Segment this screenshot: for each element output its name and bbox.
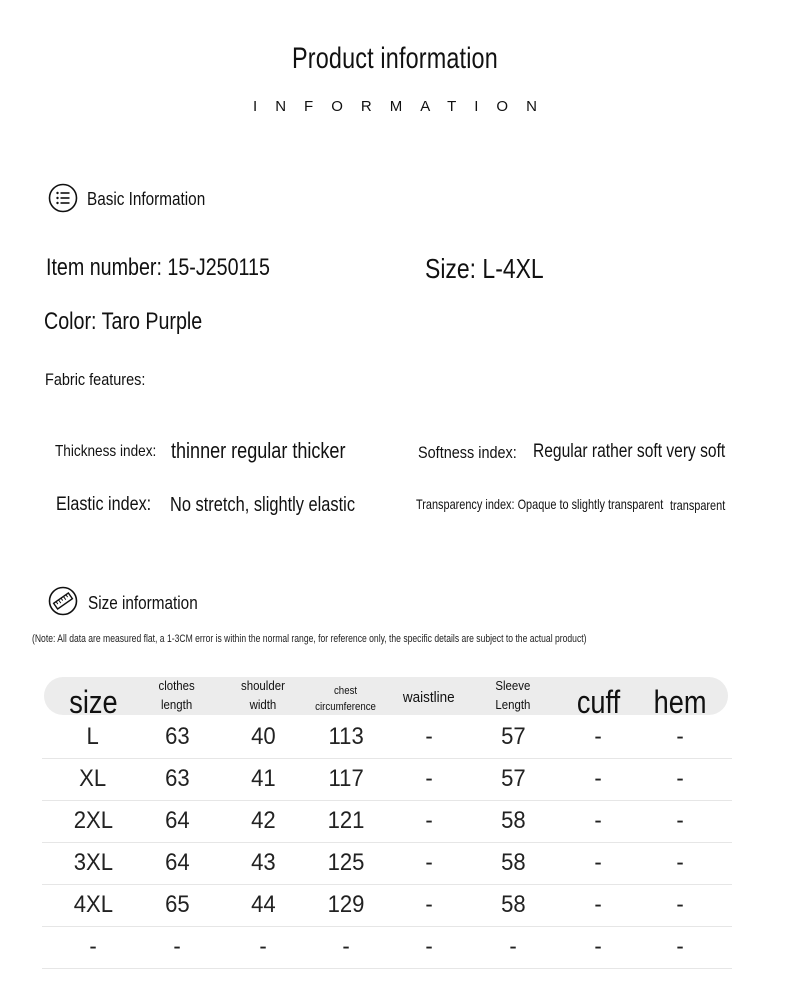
page-title: Product information (292, 42, 498, 75)
table-cell: - (594, 849, 602, 876)
table-cell: - (425, 723, 433, 750)
column-header-text: width (249, 697, 277, 712)
table-cell: 117 (328, 765, 364, 792)
section-title-basic: Basic Information (87, 189, 206, 209)
table-cell: - (594, 933, 602, 960)
table-cell: - (594, 723, 602, 750)
table-cell: 63 (164, 723, 190, 750)
softness-label: Softness index: (418, 443, 517, 462)
table-cell: - (425, 807, 433, 834)
item-number: Item number: 15-J250115 (46, 254, 270, 281)
table-cell: 65 (164, 891, 190, 918)
transparency-label: Transparency index: Opaque to slightly transparent (416, 496, 664, 512)
column-header-3 (306, 680, 386, 718)
thickness-label: Thickness index: (55, 443, 157, 460)
table-cell: 2XL (73, 807, 113, 834)
table-cell: 42 (250, 807, 276, 834)
table-cell: 121 (327, 807, 365, 834)
color: Color: Taro Purple (44, 308, 203, 335)
size-range: Size: L-4XL (425, 253, 544, 284)
table-cell: - (676, 807, 684, 834)
thickness-value: thinner regular thicker (171, 438, 346, 463)
list-icon (48, 183, 78, 213)
softness-value: Regular rather soft very soft (533, 441, 726, 462)
fabric-features-label: Fabric features: (45, 370, 146, 389)
column-header-text: clothes (158, 678, 196, 693)
column-header-text: circumference (315, 701, 377, 713)
table-cell: - (594, 807, 602, 834)
table-cell: 44 (250, 891, 276, 918)
table-row (42, 800, 732, 843)
table-cell: - (676, 891, 684, 918)
page-subtitle: INFORMATION (253, 98, 555, 115)
column-header-text: shoulder (241, 678, 285, 693)
table-cell: 4XL (73, 891, 113, 918)
column-header-text: size (68, 683, 118, 720)
table-cell: - (259, 933, 267, 960)
table-cell: - (676, 933, 684, 960)
table-cell: - (89, 933, 97, 960)
measurement-note: (Note: All data are measured flat, a 1-3CM error is within the normal range, for reference only, the specific details are subject to the actual product) (32, 633, 587, 645)
table-cell: 64 (164, 807, 190, 834)
column-header-text: length (161, 697, 193, 712)
table-cell: - (425, 849, 433, 876)
table-cell: 63 (164, 765, 190, 792)
elastic-label: Elastic index: (56, 494, 152, 515)
column-header-text: Length (495, 697, 531, 712)
column-header-text: Sleeve (495, 678, 531, 693)
column-header-text: cuff (576, 683, 620, 720)
ruler-icon (48, 586, 78, 616)
table-cell: - (594, 891, 602, 918)
table-cell: 113 (328, 723, 364, 750)
table-row (42, 926, 732, 969)
column-header-text: hem (653, 683, 707, 720)
table-cell: - (676, 765, 684, 792)
table-cell: - (425, 891, 433, 918)
table-cell: 58 (500, 849, 526, 876)
column-header-2 (223, 676, 303, 714)
table-cell: - (173, 933, 181, 960)
column-header-1 (137, 676, 217, 714)
table-cell: 40 (250, 723, 276, 750)
table-cell: - (509, 933, 517, 960)
table-cell: 58 (500, 891, 526, 918)
table-cell: - (425, 933, 433, 960)
table-cell: XL (79, 765, 107, 792)
table-row (42, 884, 732, 927)
table-cell: - (676, 849, 684, 876)
table-cell: L (86, 723, 100, 750)
elastic-value: No stretch, slightly elastic (170, 494, 356, 516)
table-cell: 43 (250, 849, 276, 876)
table-cell: 41 (250, 765, 276, 792)
table-cell: - (425, 765, 433, 792)
table-row (42, 716, 732, 759)
table-cell: 64 (164, 849, 190, 876)
transparency-value: transparent (670, 497, 726, 513)
table-cell: 57 (500, 765, 526, 792)
table-row (42, 842, 732, 885)
column-header-5 (473, 676, 553, 714)
table-cell: 3XL (73, 849, 113, 876)
column-header-text: chest (334, 685, 358, 697)
column-header-text: waistline (403, 688, 455, 706)
table-cell: 129 (327, 891, 365, 918)
table-cell: 57 (500, 723, 526, 750)
table-cell: - (594, 765, 602, 792)
section-title-size: Size information (88, 593, 198, 613)
table-cell: - (676, 723, 684, 750)
table-cell: - (342, 933, 350, 960)
column-header-4 (389, 678, 469, 716)
table-cell: 125 (327, 849, 365, 876)
table-row (42, 758, 732, 801)
table-cell: 58 (500, 807, 526, 834)
